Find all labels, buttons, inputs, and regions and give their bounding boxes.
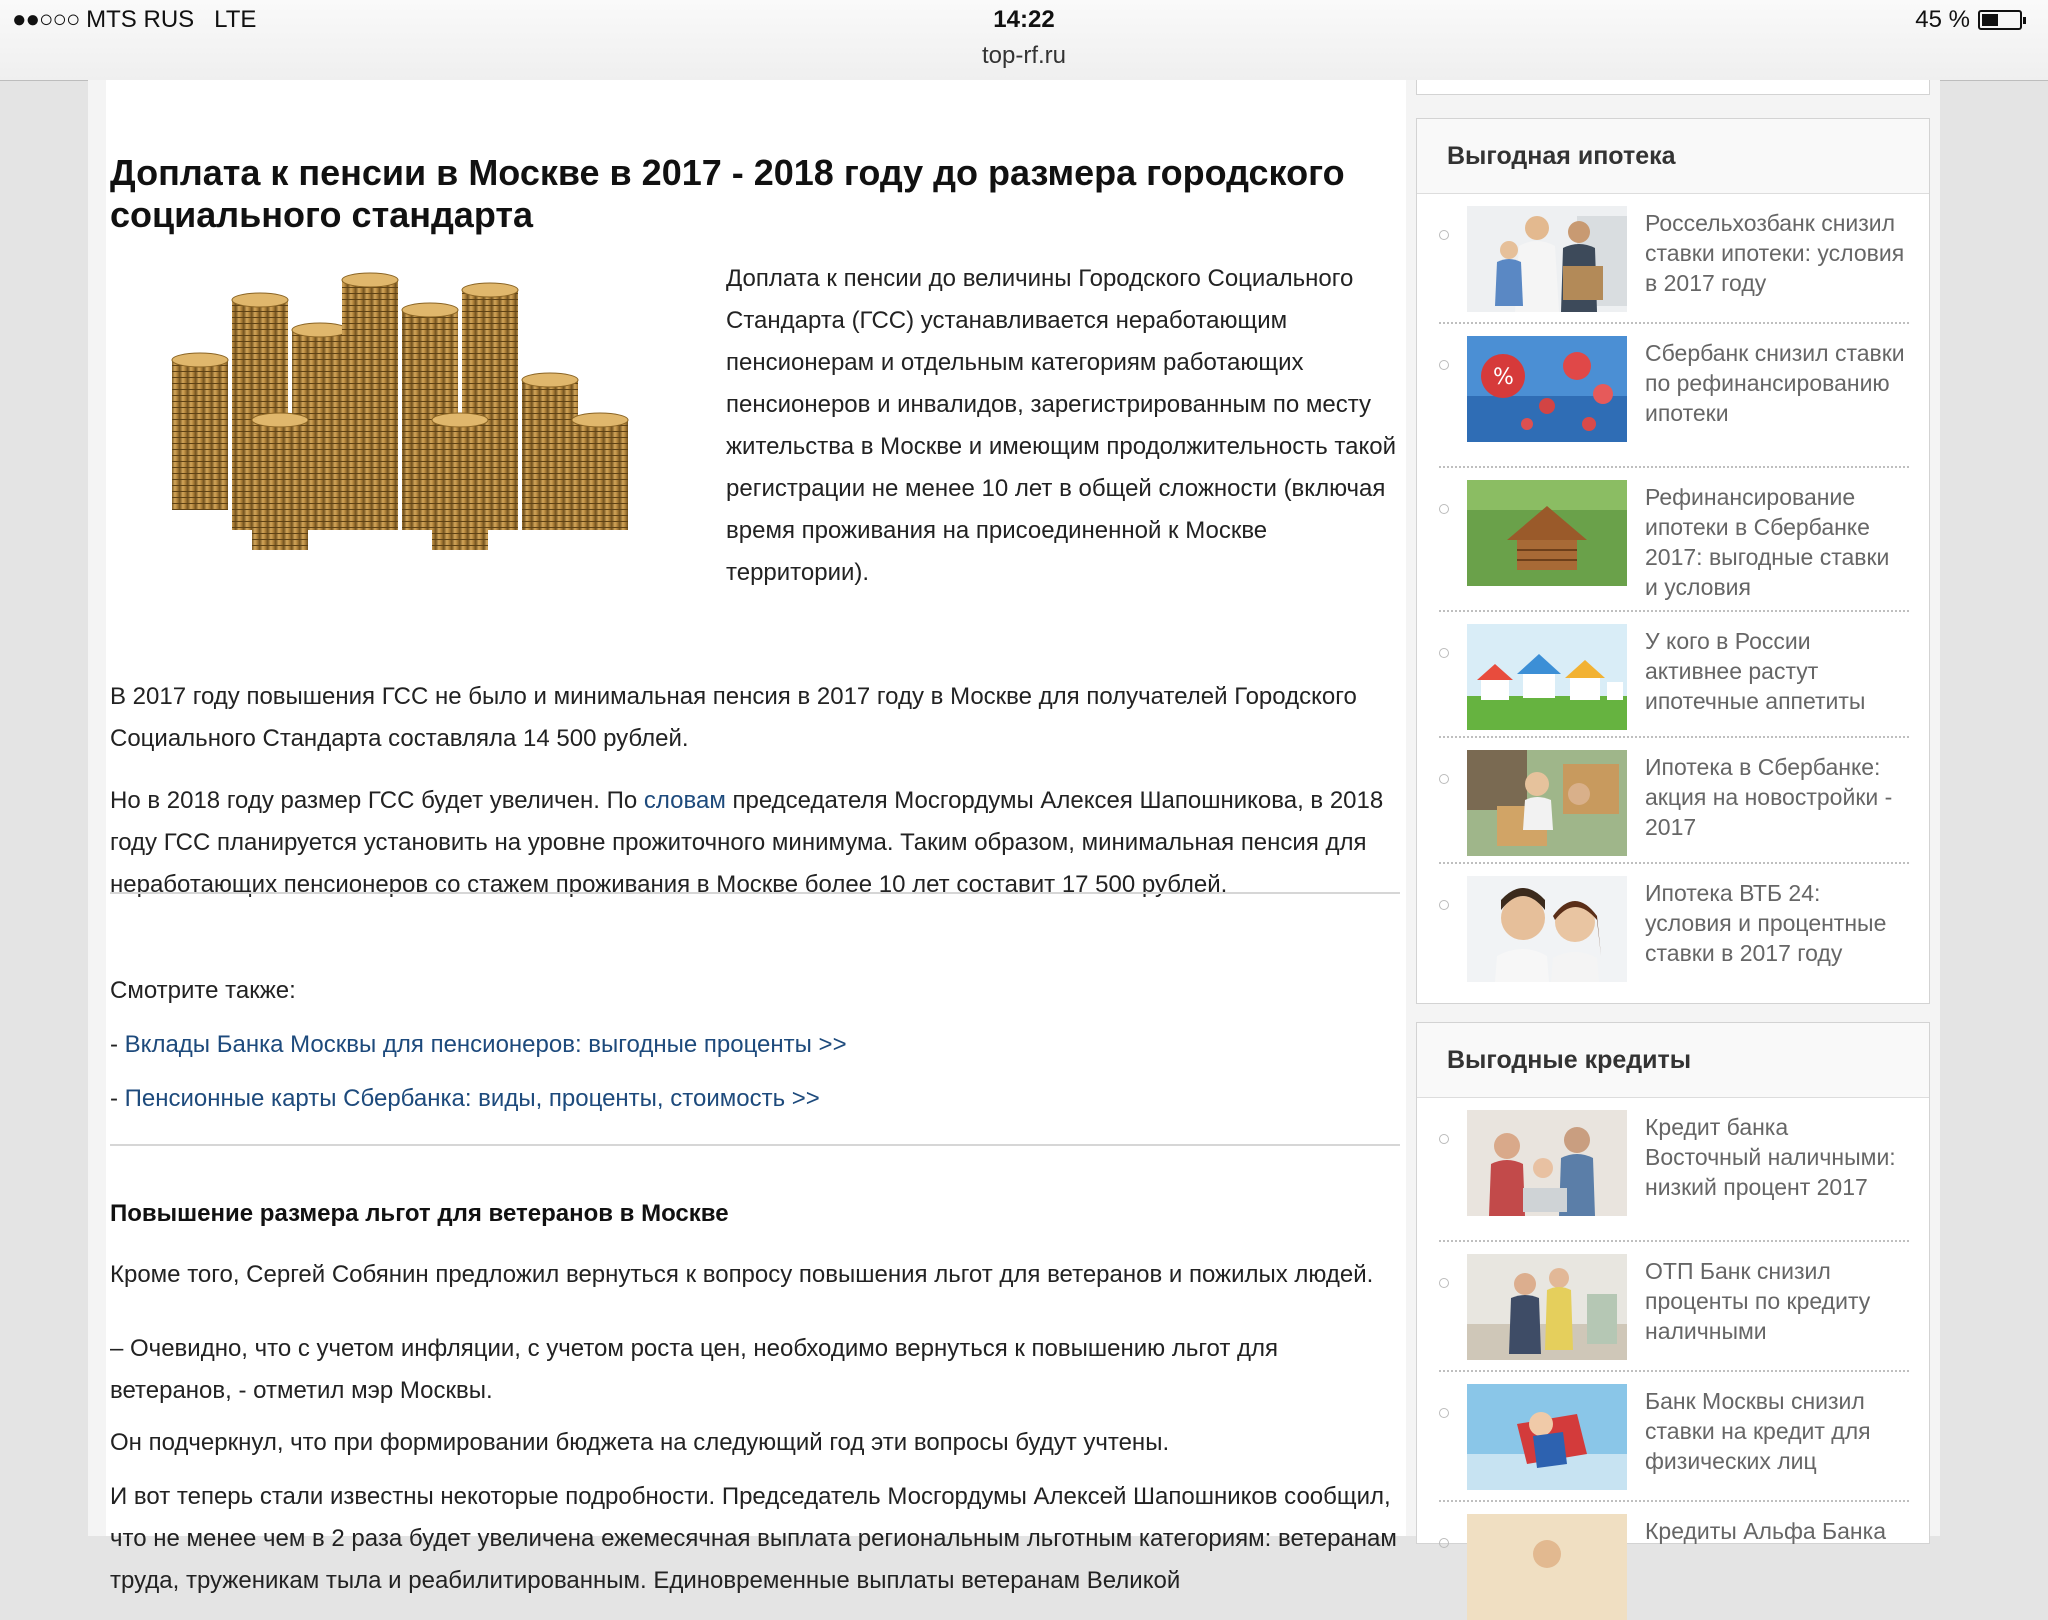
- item-title[interactable]: Ипотека в Сбербанке: акция на новостройки - 2017: [1645, 754, 1893, 840]
- couple-keys-thumbnail: [1467, 876, 1627, 982]
- article-paragraph: – Очевидно, что с учетом инфляции, с учетом роста цен, необходимо вернуться к повышению льгот для ветеранов, - отметил мэр Москвы.: [110, 1335, 1279, 1404]
- section-heading: Повышение размера льгот для ветеранов в Москве: [110, 1200, 729, 1227]
- bullet-icon: [1439, 504, 1449, 514]
- bullet-icon: [1439, 1538, 1449, 1548]
- credit-item[interactable]: [1439, 1372, 1909, 1502]
- wooden-house-thumbnail: [1467, 480, 1627, 586]
- bullet-icon: [1439, 774, 1449, 784]
- status-bar: [0, 0, 2048, 81]
- paragraph-text: Но в 2018 году размер ГСС будет увеличен. По: [110, 787, 644, 814]
- mortgage-item[interactable]: [1439, 864, 1909, 988]
- widget-heading: Выгодные кредиты: [1417, 1023, 1929, 1098]
- bullet-icon: [1439, 230, 1449, 240]
- battery-icon: [1978, 10, 2022, 30]
- article-title: Доплата к пенсии в Москве в 2017 - 2018 году до размера городского социального стандарта: [110, 152, 1345, 235]
- family-boxes-thumbnail: [1467, 750, 1627, 856]
- mortgage-item[interactable]: [1439, 194, 1909, 324]
- divider: [110, 892, 1400, 894]
- article-paragraph: И вот теперь стали известны некоторые подробности. Председатель Мосгордумы Алексей Шапошников сообщил, что не менее чем в 2 раза будет увеличена ежемесячная выплата региональным льготным категориям: ветеранам труда, труженикам тыла и реабилитированным. Единовременные выплаты ветеранам Великой: [110, 1483, 1397, 1594]
- credit-item[interactable]: [1439, 1502, 1909, 1562]
- carrier-name: MTS RUS: [86, 6, 195, 33]
- source-link[interactable]: словам: [643, 787, 726, 814]
- bullet-icon: [1439, 1408, 1449, 1418]
- address-bar-url[interactable]: top-rf.ru: [981, 42, 1067, 69]
- article-paragraph: В 2017 году повышения ГСС не было и минимальная пенсия в 2017 году в Москве для получателей Городского Социального Стандарта составляла 14 500 рублей.: [110, 683, 1357, 752]
- item-title[interactable]: У кого в России активнее растут ипотечные аппетиты: [1645, 628, 1866, 714]
- mortgage-item[interactable]: [1439, 612, 1909, 738]
- credit-item[interactable]: [1439, 1242, 1909, 1372]
- child-superhero-thumbnail: [1467, 1384, 1627, 1490]
- see-also-item: [110, 1024, 1400, 1066]
- svg-text:%: %: [1493, 365, 1514, 390]
- bullet-icon: [1439, 900, 1449, 910]
- item-title[interactable]: Банк Москвы снизил ставки на кредит для физических лиц: [1645, 1388, 1871, 1474]
- previous-widget-bottom: [1416, 80, 1930, 95]
- item-title[interactable]: Сбербанк снизил ставки по рефинансированию ипотеки: [1645, 340, 1905, 426]
- list-prefix: -: [110, 1085, 125, 1112]
- item-title[interactable]: Кредит банка Восточный наличными: низкий процент 2017: [1645, 1114, 1896, 1200]
- credit-thumbnail: [1467, 1514, 1627, 1620]
- article: [106, 80, 1406, 1594]
- mortgage-item[interactable]: [1439, 738, 1909, 864]
- percent-balloons-thumbnail: [1467, 336, 1627, 442]
- see-also-label: Смотрите также:: [110, 977, 296, 1004]
- credit-item[interactable]: [1439, 1098, 1909, 1242]
- mortgage-widget: [1416, 118, 1930, 1004]
- bullet-icon: [1439, 648, 1449, 658]
- family-moving-thumbnail: [1467, 206, 1627, 312]
- bullet-icon: [1439, 1278, 1449, 1288]
- item-title[interactable]: Кредиты Альфа Банка: [1645, 1518, 1886, 1544]
- network-type: LTE: [214, 6, 257, 33]
- mortgage-item[interactable]: [1439, 468, 1909, 612]
- article-paragraph: [110, 780, 1400, 906]
- article-paragraph: Кроме того, Сергей Собянин предложил вернуться к вопросу повышения льгот для ветеранов и пожилых людей.: [110, 1261, 1374, 1288]
- clock: 14:22: [993, 6, 1055, 33]
- family-room-thumbnail: [1467, 1254, 1627, 1360]
- widget-heading: Выгодная ипотека: [1417, 119, 1929, 194]
- article-paragraph: Он подчеркнул, что при формировании бюджета на следующий год эти вопросы будут учтены.: [110, 1429, 1170, 1456]
- see-also-link[interactable]: Пенсионные карты Сбербанка: виды, проценты, стоимость >>: [124, 1085, 820, 1112]
- see-also-link[interactable]: Вклады Банка Москвы для пенсионеров: выгодные проценты >>: [124, 1031, 847, 1058]
- item-title[interactable]: Ипотека ВТБ 24: условия и процентные ставки в 2017 году: [1645, 880, 1887, 966]
- battery-status: [1915, 6, 2022, 34]
- credits-widget: [1416, 1022, 1930, 1544]
- paragraph-text: председателя Мосгордумы Алексея Шапошникова, в 2018 году ГСС планируется установить на уровне прожиточного минимума. Таким образом, минимальная пенсия для неработающих пенсионеров со стажем проживания в Москве более 10 лет составит 17 500 рублей.: [110, 787, 1384, 898]
- bullet-icon: [1439, 1134, 1449, 1144]
- see-also-item: [110, 1078, 1400, 1120]
- mortgage-item[interactable]: [1439, 324, 1909, 468]
- family-laptop-thumbnail: [1467, 1110, 1627, 1216]
- item-title[interactable]: Россельхозбанк снизил ставки ипотеки: условия в 2017 году: [1645, 210, 1905, 296]
- divider: [110, 1144, 1400, 1146]
- coin-stacks-image: [132, 270, 652, 570]
- toy-houses-thumbnail: [1467, 624, 1627, 730]
- item-title[interactable]: Рефинансирование ипотеки в Сбербанке 2017: выгодные ставки и условия: [1645, 484, 1890, 600]
- page: [88, 80, 1940, 1594]
- bullet-icon: [1439, 360, 1449, 370]
- battery-percent: 45 %: [1915, 6, 1970, 33]
- item-title[interactable]: ОТП Банк снизил проценты по кредиту наличными: [1645, 1258, 1871, 1344]
- list-prefix: -: [110, 1031, 125, 1058]
- signal-strength-icon: ●●○○○: [12, 6, 80, 33]
- article-intro: Доплата к пенсии до величины Городского Социального Стандарта (ГСС) устанавливается неработающим пенсионерам и отдельным категориям работающих пенсионеров и инвалидов, зарегистрированным по месту жительства в Москве и имеющим продолжительность такой регистрации не менее 10 лет в общей сложности (включая время проживания на присоединенной к Москве территории).: [726, 265, 1396, 586]
